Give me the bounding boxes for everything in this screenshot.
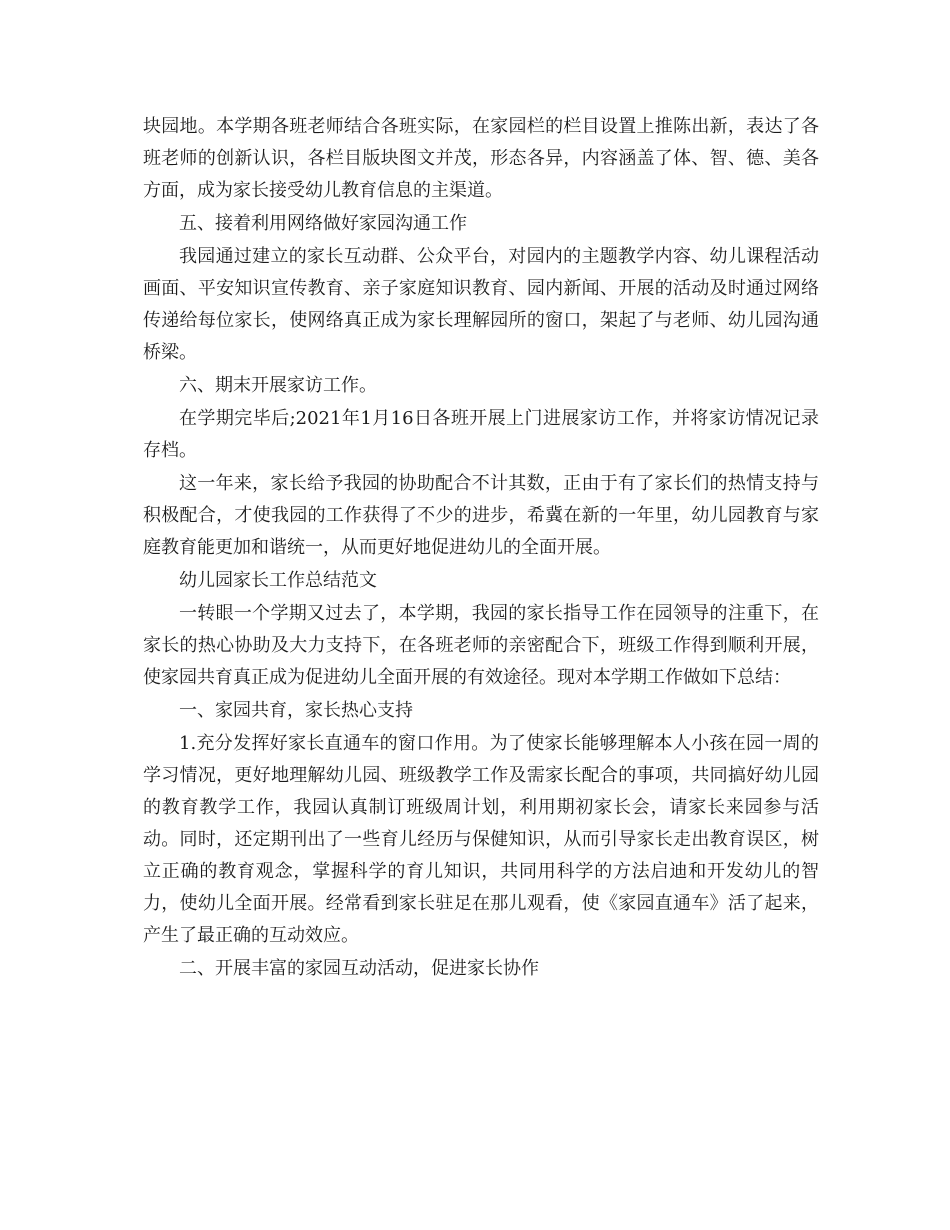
document-subtitle: 幼儿园家长工作总结范文 [179, 570, 377, 591]
paragraph-network-communication: 我园通过建立的家长互动群、公众平台，对园内的主题教学内容、幼儿课程活动画面、平安知识宣传教育、亲子家庭知识教育、园内新闻、开展的活动及时通过网络传递给每位家长，使网络真正成为家长理解园所的窗口，架起了与老师、幼儿园沟通桥梁。 [143, 246, 819, 363]
document-body [143, 111, 819, 985]
section-heading-2: 二、开展丰富的家园互动活动，促进家长协作 [179, 958, 539, 979]
section-heading-1: 一、家园共育，家长热心支持 [179, 700, 413, 721]
paragraph-home-visit: 在学期完毕后;2021年1月16日各班开展上门进展家访工作，并将家访情况记录存档。 [143, 408, 819, 461]
section-heading-5: 五、接着利用网络做好家园沟通工作 [179, 213, 467, 234]
paragraph-semester-intro: 一转眼一个学期又过去了，本学期，我园的家长指导工作在园领导的注重下，在家长的热心协助及大力支持下，在各班老师的亲密配合下，班级工作得到顺利开展，使家园共育真正成为促进幼儿全面开展的有效途径。现对本学期工作做如下总结： [143, 603, 819, 688]
paragraph-year-summary: 这一年来，家长给予我园的协助配合不计其数，正由于有了家长们的热情支持与积极配合，才使我园的工作获得了不少的进步，希冀在新的一年里，幼儿园教育与家庭教育能更加和谐统一，从而更好地促进幼儿的全面开展。 [143, 473, 819, 558]
section-heading-6: 六、期末开展家访工作。 [179, 375, 377, 396]
paragraph-continuation: 块园地。本学期各班老师结合各班实际，在家园栏的栏目设置上推陈出新，表达了各班老师的创新认识，各栏目版块图文并茂，形态各异，内容涵盖了体、智、德、美各方面，成为家长接受幼儿教育信息的主渠道。 [143, 116, 819, 201]
paragraph-parent-express: 1.充分发挥好家长直通车的窗口作用。为了使家长能够理解本人小孩在园一周的学习情况，更好地理解幼儿园、班级教学工作及需家长配合的事项，共同搞好幼儿园的教育教学工作，我园认真制订班级周计划，利用期初家长会，请家长来园参与活动。同时，还定期刊出了一些育儿经历与保健知识，从而引导家长走出教育误区，树立正确的教育观念，掌握科学的育儿知识，共同用科学的方法启迪和开发幼儿的智力，使幼儿全面开展。经常看到家长驻足在那儿观看，使《家园直通车》活了起来，产生了最正确的互动效应。 [143, 733, 819, 946]
